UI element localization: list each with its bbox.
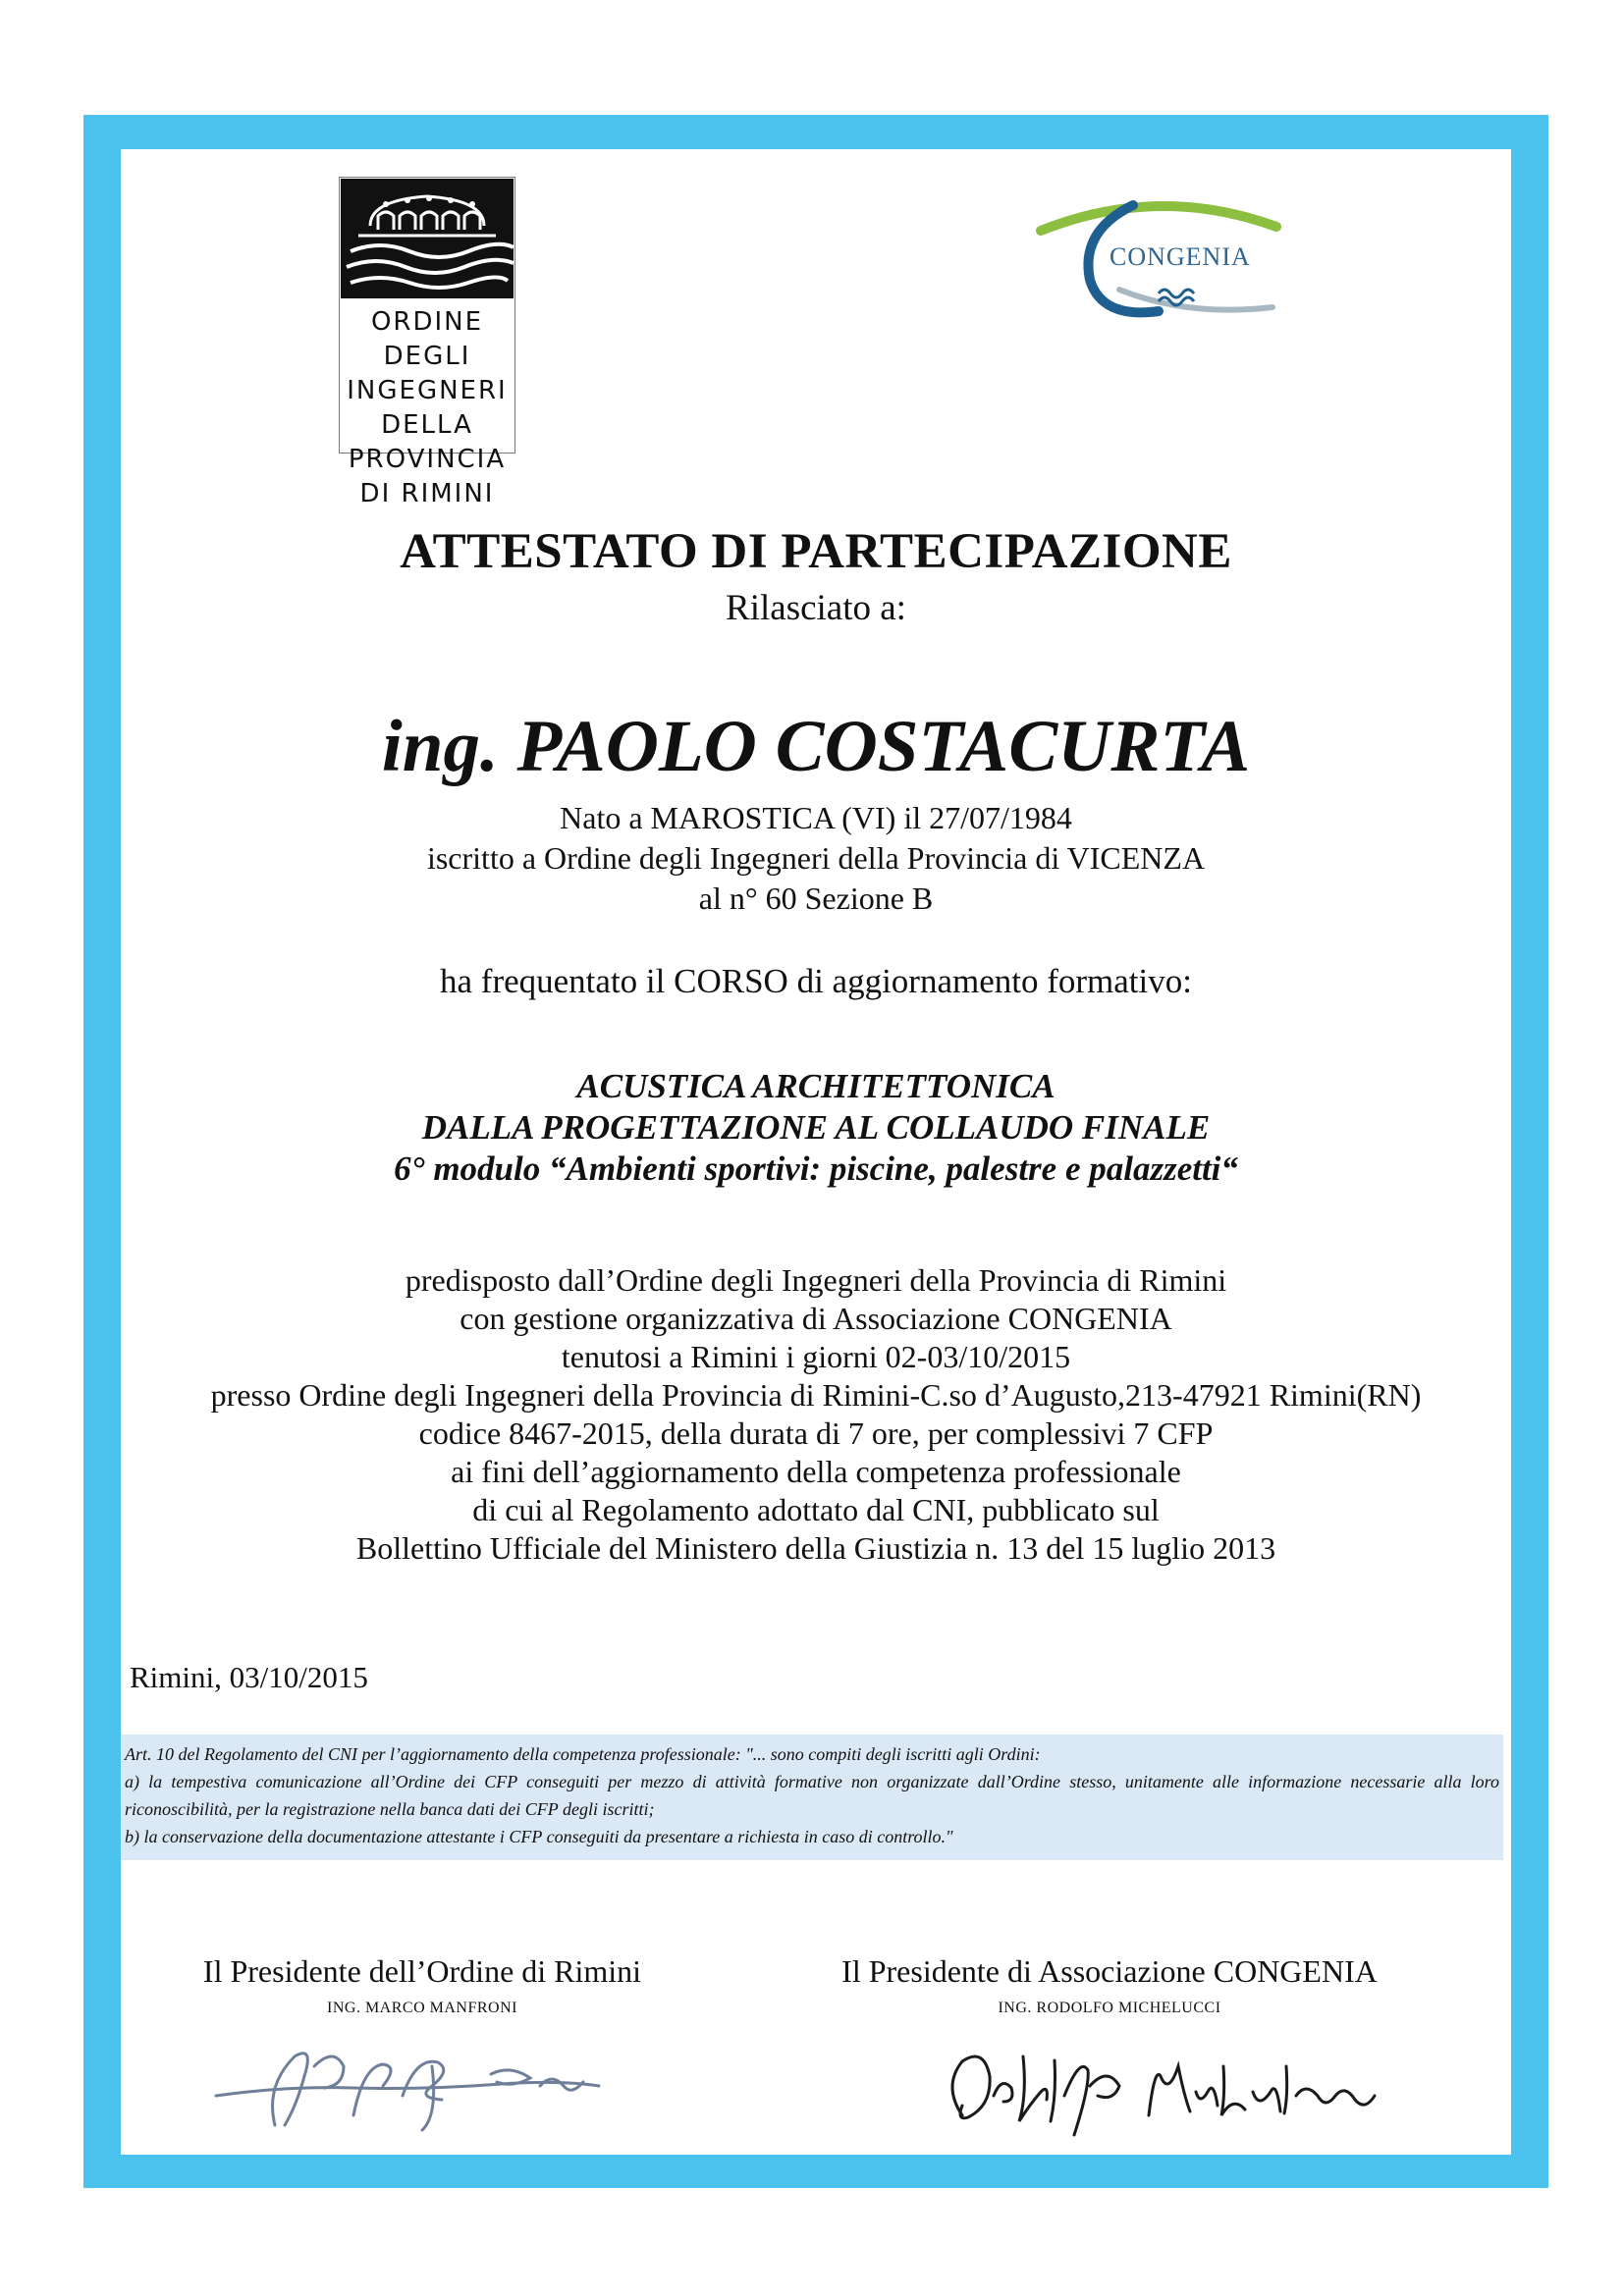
organizer-line: con gestione organizzativa di Associazione CONGENIA — [460, 1301, 1172, 1336]
signature-block-ordine — [118, 1953, 727, 2017]
ordine-logo-emblem — [341, 179, 514, 298]
handwritten-signature-right — [933, 2027, 1404, 2140]
recipient-details — [121, 798, 1511, 919]
organizer-line: presso Ordine degli Ingegneri della Provincia di Rimini-C.so d’Augusto,213-47921 Rimini(RN) — [210, 1377, 1422, 1413]
organizer-line: di cui al Regolamento adottato dal CNI, pubblicato sul — [472, 1492, 1160, 1527]
note-line: b) la conservazione della documentazione attestante i CFP conseguiti da presentare a richiesta in caso di controllo." — [125, 1827, 953, 1846]
recipient-registration-number: al n° 60 Sezione B — [698, 881, 934, 916]
ordine-logo-text — [340, 305, 514, 511]
note-line: Art. 10 del Regolamento del CNI per l’aggiornamento della competenza professionale: "... sono compiti degli iscritti agli Ordini: — [125, 1744, 1041, 1764]
attended-statement: ha frequentato il CORSO di aggiornamento formativo: — [440, 962, 1192, 1000]
organizer-line: codice 8467-2015, della durata di 7 ore, per complessivi 7 CFP — [418, 1415, 1214, 1451]
course-module: 6° modulo “Ambienti sportivi: piscine, palestre e palazzetti“ — [394, 1149, 1238, 1188]
signature-name: ING. MARCO MANFRONI — [327, 2000, 517, 2016]
congenia-logo-word: CONGENIA — [1110, 242, 1251, 271]
course-title — [121, 1066, 1511, 1190]
organizer-line: predisposto dall’Ordine degli Ingegneri della Provincia di Rimini — [405, 1262, 1227, 1298]
recipient-birth: Nato a MAROSTICA (VI) il 27/07/1984 — [560, 800, 1072, 835]
organizer-line: tenutosi a Rimini i giorni 02-03/10/2015 — [561, 1339, 1071, 1374]
note-line: a) la tempestiva comunicazione all’Ordine dei CFP conseguiti per mezzo di attività formative non organizzate dall’Ordine stesso, unitamente alle informazione necessarie alla loro riconoscibilità, per la registrazione nella banca dati dei CFP degli iscritti; — [125, 1772, 1499, 1819]
signature-name: ING. RODOLFO MICHELUCCI — [998, 2000, 1221, 2016]
certificate-title: ATTESTATO DI PARTECIPAZIONE — [400, 524, 1232, 579]
recipient-name: ing. PAOLO COSTACURTA — [381, 706, 1251, 787]
regulation-note — [121, 1735, 1503, 1860]
recipient-registration: iscritto a Ordine degli Ingegneri della Provincia di VICENZA — [426, 840, 1206, 876]
ordine-logo-line: DI RIMINI — [359, 479, 495, 508]
congenia-logo — [1031, 191, 1286, 329]
ordine-logo-line: ORDINE DEGLI — [370, 307, 484, 371]
course-line: DALLA PROGETTAZIONE AL COLLAUDO FINALE — [421, 1108, 1211, 1147]
course-organizer-details — [121, 1261, 1511, 1568]
ordine-logo-line: DELLA PROVINCIA — [348, 410, 507, 474]
ordine-ingegneri-rimini-logo — [339, 177, 515, 508]
signature-block-congenia — [805, 1953, 1414, 2017]
signature-title: Il Presidente di Associazione CONGENIA — [841, 1953, 1378, 1989]
handwritten-signature-left — [206, 2027, 619, 2140]
signature-title: Il Presidente dell’Ordine di Rimini — [202, 1953, 642, 1989]
organizer-line: ai fini dell’aggiornamento della competenza professionale — [451, 1454, 1181, 1489]
place-and-date: Rimini, 03/10/2015 — [130, 1660, 368, 1694]
issued-to-label: Rilasciato a: — [726, 588, 906, 628]
ordine-logo-line: INGEGNERI — [347, 376, 508, 405]
organizer-line: Bollettino Ufficiale del Ministero della Giustizia n. 13 del 15 luglio 2013 — [355, 1530, 1276, 1566]
course-line: ACUSTICA ARCHITETTONICA — [576, 1067, 1056, 1105]
